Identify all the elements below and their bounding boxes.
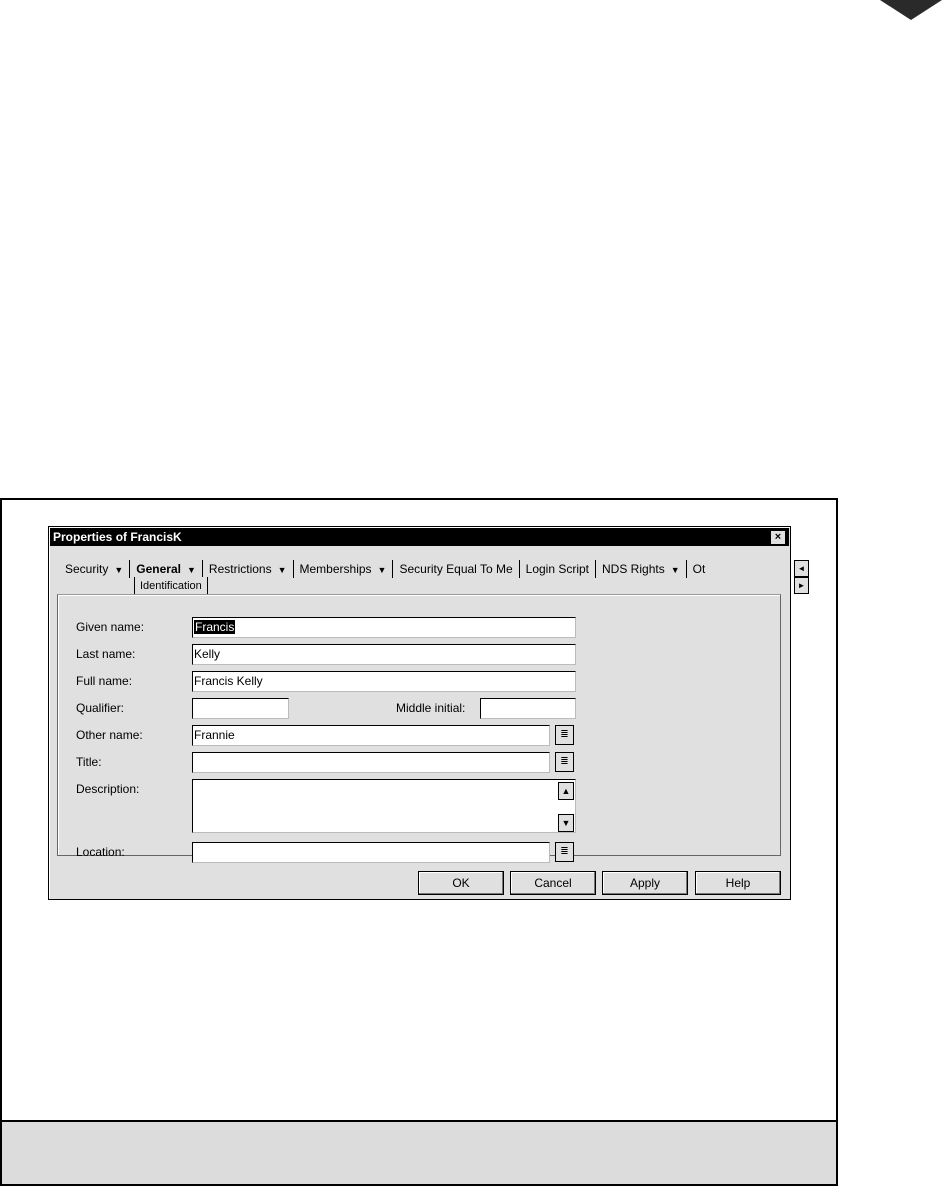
title-input[interactable] [192, 752, 550, 773]
other-name-input[interactable]: Frannie [192, 725, 550, 746]
tab-security-label: Security [65, 562, 109, 576]
qualifier-input[interactable] [192, 698, 289, 719]
last-name-label: Last name: [76, 647, 136, 661]
location-label: Location: [76, 845, 125, 859]
tab-nds-rights[interactable] [596, 560, 687, 578]
tab-login-script-label: Login Script [525, 562, 590, 576]
tab-scroll-left-icon[interactable]: ◄ [794, 560, 809, 577]
tab-security-equal-to-me[interactable] [393, 560, 519, 578]
middle-initial-input[interactable] [480, 698, 576, 719]
tab-other-label: Ot [692, 562, 706, 576]
cancel-button[interactable]: Cancel [510, 871, 596, 895]
tab-memberships-label: Memberships [299, 562, 372, 576]
close-button[interactable]: × [770, 530, 786, 545]
ok-button[interactable]: OK [418, 871, 504, 895]
location-input[interactable] [192, 842, 550, 863]
subtab-identification[interactable]: Identification [134, 577, 208, 596]
tab-restrictions-label: Restrictions [208, 562, 272, 576]
tab-general-label: General [136, 562, 181, 576]
tab-nds-rights-label: NDS Rights [602, 562, 665, 576]
other-name-browse-icon[interactable]: ≣ [555, 725, 574, 745]
description-label: Description: [76, 782, 140, 796]
page-turn-arrow-icon [880, 0, 942, 20]
tab-strip [59, 560, 779, 578]
tab-memberships[interactable] [294, 560, 394, 578]
properties-dialog [48, 526, 806, 900]
dropdown-arrow-icon: ▼ [114, 565, 124, 575]
dropdown-arrow-icon: ▼ [277, 565, 287, 575]
tab-scroll-right-icon[interactable]: ► [794, 577, 809, 594]
given-name-label: Given name: [76, 620, 145, 634]
middle-initial-label: Middle initial: [396, 701, 466, 715]
identification-panel [57, 594, 781, 859]
last-name-input[interactable]: Kelly [192, 644, 576, 665]
tab-general[interactable] [130, 560, 203, 578]
full-name-label: Full name: [76, 674, 133, 688]
tab-other[interactable] [687, 560, 712, 578]
dropdown-arrow-icon: ▼ [186, 565, 196, 575]
figure-frame [0, 498, 838, 1186]
scroll-up-icon[interactable]: ▲ [558, 782, 574, 800]
title-browse-icon[interactable]: ≣ [555, 752, 574, 772]
full-name-input[interactable]: Francis Kelly [192, 671, 576, 692]
dialog-titlebar [50, 528, 789, 546]
description-textarea[interactable] [192, 779, 576, 833]
qualifier-label: Qualifier: [76, 701, 125, 715]
tab-security-equal-label: Security Equal To Me [399, 562, 513, 576]
apply-button[interactable]: Apply [602, 871, 688, 895]
given-name-input[interactable] [192, 617, 576, 638]
caption-bar [2, 1120, 836, 1184]
location-browse-icon[interactable]: ≣ [555, 842, 574, 862]
given-name-value: Francis [195, 620, 235, 634]
title-label: Title: [76, 755, 102, 769]
help-button[interactable]: Help [695, 871, 781, 895]
dialog-title: Properties of FrancisK [53, 530, 182, 544]
scroll-down-icon[interactable]: ▼ [558, 814, 574, 832]
dropdown-arrow-icon: ▼ [377, 565, 387, 575]
tab-scroll-controls [794, 560, 809, 594]
dropdown-arrow-icon: ▼ [670, 565, 680, 575]
tab-login-script[interactable] [520, 560, 596, 578]
tab-security[interactable] [59, 560, 130, 578]
tab-restrictions[interactable] [203, 560, 294, 578]
other-name-label: Other name: [76, 728, 143, 742]
